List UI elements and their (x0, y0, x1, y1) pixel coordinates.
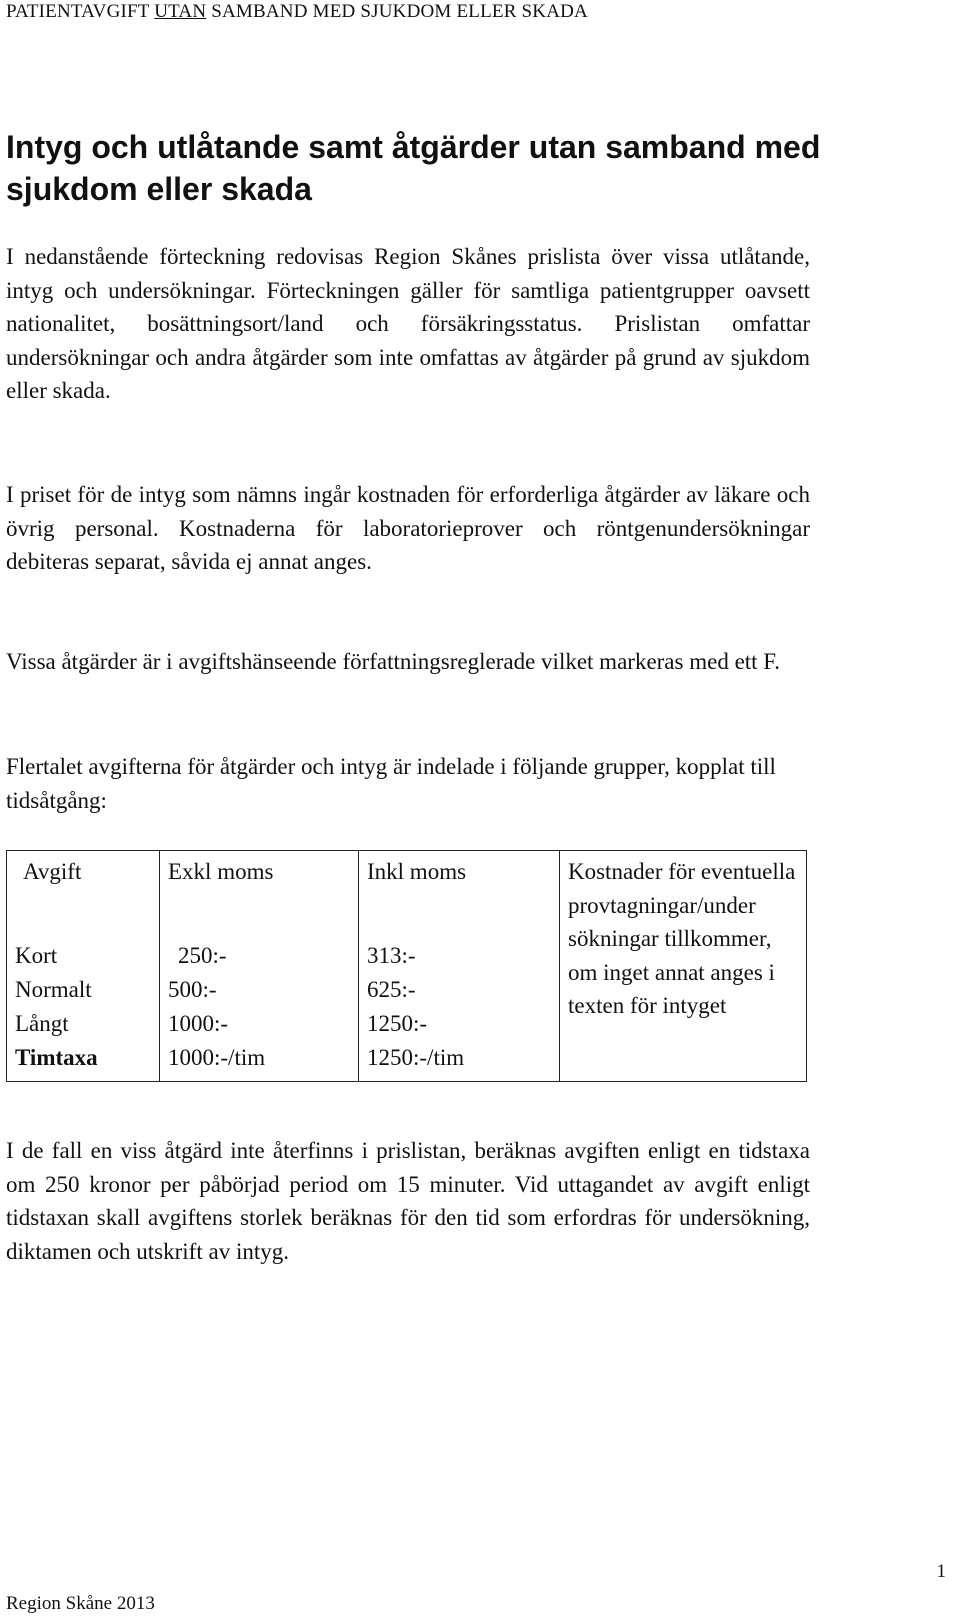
row-excl-kort: 250:- (160, 939, 359, 973)
document-title: Intyg och utlåtande samt åtgärder utan samband med sjukdom eller skada (6, 129, 821, 207)
running-header-underlined: UTAN (154, 1, 207, 22)
regulated-paragraph: Vissa åtgärder är i avgiftshänseende författningsreglerade vilket markeras med ett F. (6, 649, 781, 674)
header-avgift: Avgift (7, 851, 160, 940)
header-inkl-moms: Inkl moms (359, 851, 560, 940)
groups-intro-paragraph: Flertalet avgifterna för åtgärder och intyg är indelade i följande grupper, kopplat till tidsåtgång: (6, 754, 776, 813)
row-excl-normalt: 500:- (160, 973, 359, 1007)
fee-table (6, 850, 807, 1082)
row-incl-timtaxa: 1250:-/tim (359, 1041, 560, 1082)
row-label-normalt: Normalt (7, 973, 160, 1007)
row-incl-normalt: 625:- (359, 973, 560, 1007)
row-label-kort: Kort (7, 939, 160, 973)
running-header (6, 0, 588, 24)
fee-table-wrapper (6, 850, 807, 1082)
footer-org: Region Skåne 2013 (6, 1593, 155, 1614)
price-includes-paragraph: I priset för de intyg som nämns ingår kostnaden för erforderliga åtgärder av läkare och övrig personal. Kostnaderna för laboratorieprover och röntgenundersökningar debiteras separat, såvida ej annat anges. (6, 482, 810, 575)
fee-table-header-row (7, 851, 807, 940)
row-excl-timtaxa: 1000:-/tim (160, 1041, 359, 1082)
time-rate-paragraph: I de fall en viss åtgärd inte återfinns i prislistan, beräknas avgiften enligt en tidstaxa om 250 kronor per påbörjad period om 15 minuter. Vid uttagandet av avgift enligt tidstaxan skall avgiftens storlek beräknas för den tid som erfordras för undersökning, diktamen och utskrift av intyg. (6, 1138, 810, 1264)
row-incl-kort: 313:- (359, 939, 560, 973)
intro-paragraph: I nedanstående förteckning redovisas Region Skånes prislista över vissa utlåtande, intyg och undersökningar. Förteckningen gäller för samtliga patientgrupper oavsett nationalitet, bosättningsort/land och försäkringsstatus. Prislistan omfattar undersökningar och andra åtgärder som inte omfattas av åtgärder på grund av sjukdom eller skada. (6, 244, 810, 404)
row-incl-langt: 1250:- (359, 1007, 560, 1041)
header-exkl-moms: Exkl moms (160, 851, 359, 940)
page-number: 1 (936, 1561, 946, 1582)
row-excl-langt: 1000:- (160, 1007, 359, 1041)
row-label-langt: Långt (7, 1007, 160, 1041)
running-header-prefix: PATIENTAVGIFT (6, 1, 150, 22)
fee-table-note: Kostnader för eventuella provtagningar/under sökningar tillkommer, om inget annat anges i texten för intyget (560, 851, 807, 1082)
row-label-timtaxa: Timtaxa (7, 1041, 160, 1082)
running-header-suffix: SAMBAND MED SJUKDOM ELLER SKADA (211, 1, 588, 22)
